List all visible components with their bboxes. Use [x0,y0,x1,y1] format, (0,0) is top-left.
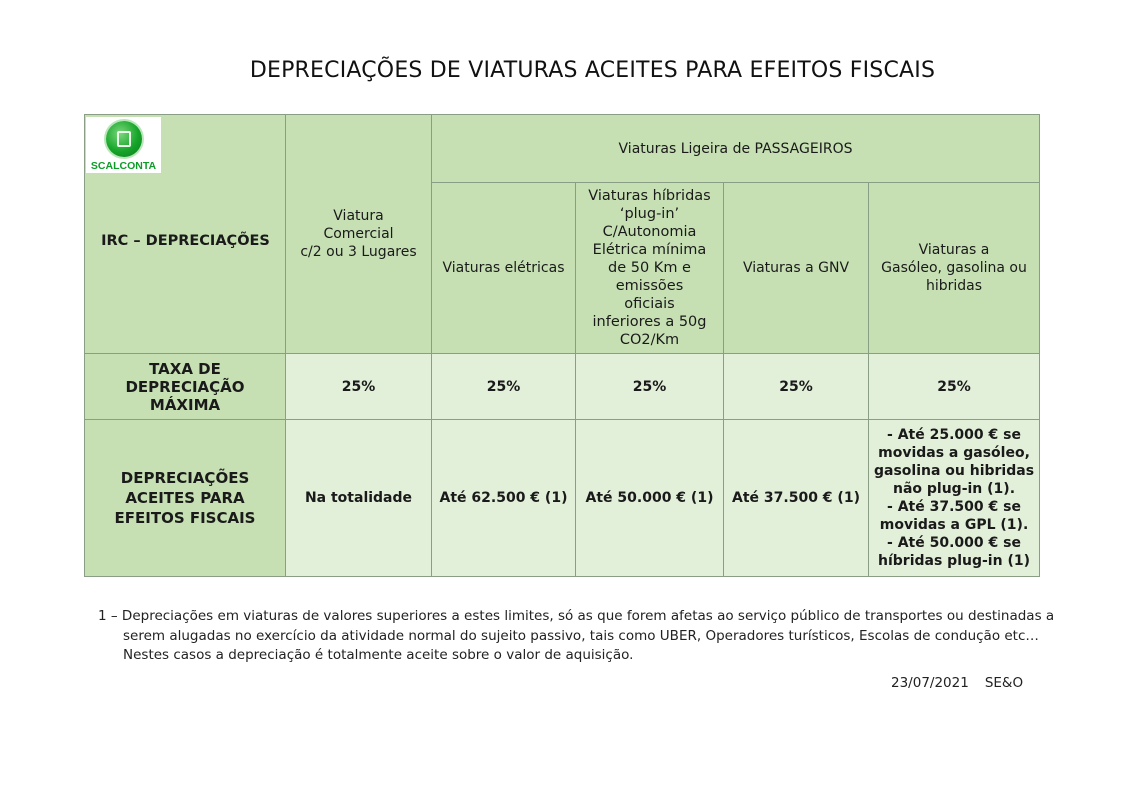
date-signature [891,675,1023,691]
gnv-vehicles-header: Viaturas a GNV [724,183,869,354]
limit-hybrid: Até 50.000 € (1) [576,420,724,577]
header-line: hibridas [925,278,983,294]
row-label-line: MÁXIMA [149,395,221,414]
header-line: CO2/Km [619,332,680,348]
header-line: Gasóleo, gasolina ou [881,260,1027,276]
irc-depreciacoes-label: IRC – DEPRECIAÇÕES [101,233,270,249]
row-label-line: ACEITES PARA [125,489,245,507]
limit-fuel [869,420,1040,577]
header-line: de 50 Km e [608,260,691,276]
document-date: 23/07/2021 [891,675,969,691]
accepted-depreciation-label [85,420,286,577]
electric-vehicles-header: Viaturas elétricas [432,183,576,354]
passenger-vehicles-header: Viaturas Ligeira de PASSAGEIROS [432,115,1040,183]
header-line: emissões [615,278,684,294]
logo-globe-icon [106,121,142,157]
limit-line: híbridas plug-in (1) [878,553,1030,569]
header-line: Viaturas a [918,242,990,258]
header-line: Comercial [323,226,394,242]
row-label-line: EFEITOS FISCAIS [114,509,256,527]
limit-commercial: Na totalidade [286,420,432,577]
limit-line: gasolina ou hibridas [873,463,1035,479]
header-line: Viatura [333,208,384,224]
logo-text: SCALCONTA [90,160,157,172]
row-label-line: DEPRECIAÇÕES [120,469,250,487]
commercial-vehicle-header [286,115,432,354]
row-label-line: TAXA DE [149,359,221,378]
footnote [98,607,1054,666]
header-line: inferiores a 50g [592,314,707,330]
hybrid-plugin-header [576,183,724,354]
irc-header-cell [85,115,286,354]
footnote-line: serem alugadas no exercício da atividade normal do sujeito passivo, tais como UBER, Operadores turísticos, Escolas de condução etc… [123,627,1039,644]
max-rate-label [85,354,286,420]
rate-hybrid: 25% [576,354,724,420]
page-title: DEPRECIAÇÕES DE VIATURAS ACEITES PARA EFEITOS FISCAIS [249,58,936,83]
scalconta-logo [86,117,161,173]
header-line: Viaturas híbridas [588,188,711,204]
rate-fuel: 25% [869,354,1040,420]
limit-gnv: Até 37.500 € (1) [724,420,869,577]
limit-line: - Até 25.000 € se [887,427,1021,443]
header-line: c/2 ou 3 Lugares [300,244,417,260]
limit-line: não plug-in (1). [892,481,1016,497]
header-line: Elétrica mínima [592,242,707,258]
footnote-line: Nestes casos a depreciação é totalmente aceite sobre o valor de aquisição. [123,647,634,663]
header-line: ‘plug-in’ [619,206,680,222]
author-initials: SE&O [984,675,1024,691]
rate-electric: 25% [432,354,576,420]
limit-line: movidas a gasóleo, [878,445,1030,461]
header-line: oficiais [624,296,675,312]
footnote-line: 1 – Depreciações em viaturas de valores superiores a estes limites, só as que forem afetas ao serviço público de transportes ou destinadas a [98,608,1055,624]
limit-electric: Até 62.500 € (1) [432,420,576,577]
depreciation-table [84,114,1040,577]
limit-line: - Até 50.000 € se [887,535,1021,551]
limit-line: movidas a GPL (1). [879,517,1029,533]
fuel-vehicles-header [869,183,1040,354]
rate-gnv: 25% [724,354,869,420]
rate-commercial: 25% [286,354,432,420]
limit-line: - Até 37.500 € se [887,499,1021,515]
row-label-line: DEPRECIAÇÃO [125,377,245,396]
header-line: C/Autonomia [602,224,697,240]
